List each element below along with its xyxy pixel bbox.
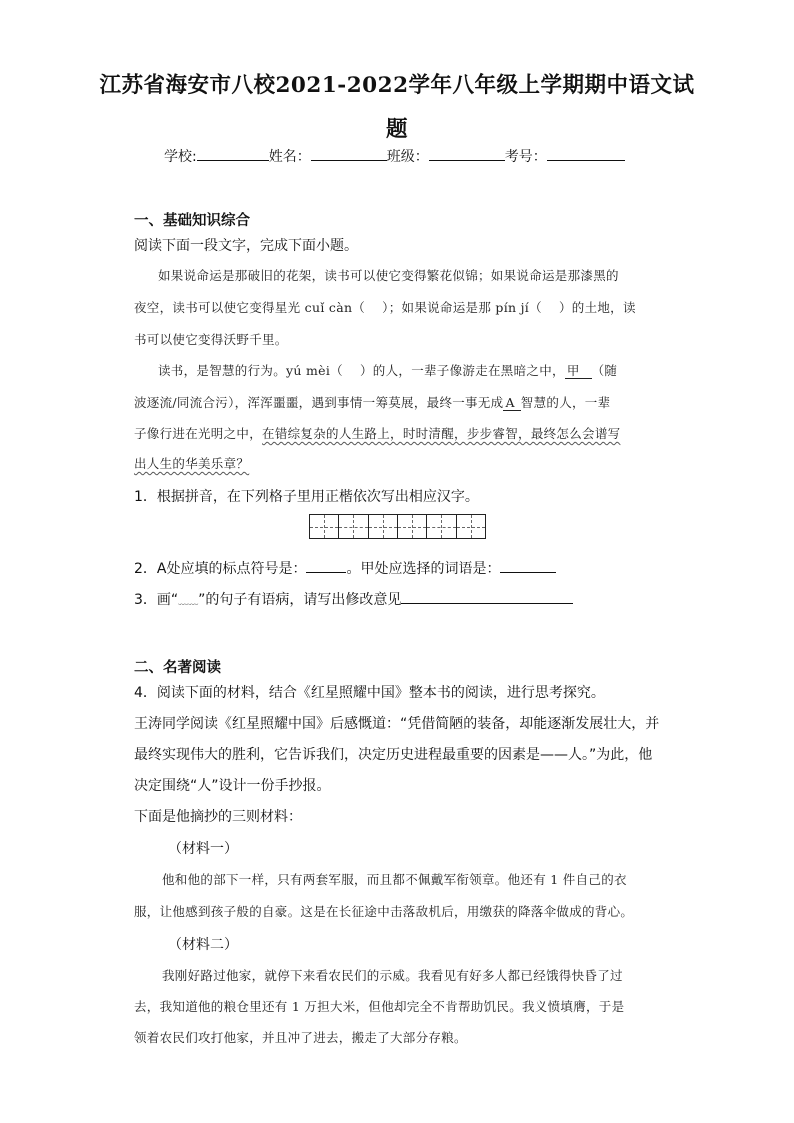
exam-no-label: 考号： [504,149,547,165]
section-heading-classics: 二、名著阅读 [134,660,221,676]
wavy-underlined-sentence: 在错综复杂的人生路上，时时清醒，步步睿智，最终怎么会谱写 [262,426,621,441]
wavy-underlined-sentence: 出人生的华美乐章？ [134,456,250,471]
question-1: 1．根据拼音，在下列格子里用正楷依次写出相应汉字。 [134,489,479,505]
material-2-text: 领着农民们攻打他家，并且冲了进去，搬走了大部分存粮。 [134,1030,467,1045]
blank-jia: 甲 [565,363,592,379]
passage-text: 智慧的人，一辈 [520,395,611,410]
student-info-line [164,146,625,166]
passage-text: 子像行进在光明之中， [134,426,263,441]
page-title-continued: 题 [385,117,408,142]
question-text: ”的句子有语病，请写出修改意见 [198,592,402,608]
passage-line: 如果说命运是那破旧的花架，读书可以使它变得繁花似锦；如果说命运是那漆黑的 [158,268,619,283]
passage-line [134,393,610,411]
class-label: 班级： [386,149,429,165]
grid-cell[interactable] [457,515,485,538]
question-4: 4．阅读下面的材料，结合《红星照耀中国》整本书的阅读，进行思考探究。 [134,685,605,701]
passage-text: （随 [591,363,618,378]
name-label: 姓名： [268,149,311,165]
passage-line [134,424,620,442]
question-text: 3．画“ [134,592,179,608]
passage-line [158,361,617,379]
material-2-text: 去，我知道他的粮仓里还有 1 万担大米，但他却完全不肯帮助饥民。我义愤填膺，于是 [134,999,625,1014]
passage-line [134,454,249,472]
material-intro-line: 最终实现伟大的胜利，它告诉我们，决定历史进程最重要的因素是——人。”为此，他 [134,747,653,763]
name-blank[interactable] [311,146,387,161]
passage-text: 读书，是智慧的行为。yú mèi（ ）的人，一辈子像游走在黑暗之中， [158,363,565,378]
material-intro-line: 决定围绕“人”设计一份手抄报。 [134,778,331,794]
wavy-mark-sample: ﹏﹏ [178,596,199,607]
grid-cell[interactable] [310,515,339,538]
school-blank[interactable] [197,146,269,161]
question-2 [134,558,556,578]
school-label: 学校: [164,149,197,165]
class-blank[interactable] [429,146,505,161]
tianzige-writing-grid[interactable] [309,514,486,539]
grid-cell[interactable] [339,515,368,538]
material-1-label: （材料一） [168,841,238,857]
question-text: 2．A处应填的标点符号是： [134,561,307,577]
answer-blank[interactable] [401,589,573,604]
material-intro-line: 下面是他摘抄的三则材料： [134,809,302,825]
passage-line: 书可以使它变得沃野千里。 [134,332,288,347]
answer-blank[interactable] [306,558,346,573]
question-3 [134,589,573,609]
material-intro-line: 王涛同学阅读《红星照耀中国》后感慨道：“凭借简陋的装备，却能逐渐发展壮大，并 [134,716,660,732]
grid-cell[interactable] [398,515,427,538]
material-1-text: 服，让他感到孩子般的自豪。这是在长征途中击落敌机后，用缴获的降落伞做成的背心。 [134,904,634,919]
blank-A: A [503,395,520,411]
grid-cell[interactable] [427,515,456,538]
passage-text: 波逐流/同流合污），浑浑噩噩，遇到事情一筹莫展，最终一事无成 [134,395,504,410]
exam-no-blank[interactable] [547,146,625,161]
page-title: 江苏省海安市八校2021-2022学年八年级上学期期中语文试 [99,73,695,98]
grid-cell[interactable] [369,515,398,538]
section-intro: 阅读下面一段文字，完成下面小题。 [134,238,358,254]
question-text: 。甲处应选择的词语是： [346,561,501,577]
material-2-text: 我刚好路过他家，就停下来看农民们的示威。我看见有好多人都已经饿得快昏了过 [162,968,623,983]
passage-line: 夜空，读书可以使它变得星光 cuǐ càn（ ）；如果说命运是那 pín jí（ ）的土地，读 [134,300,636,315]
answer-blank[interactable] [500,558,556,573]
material-2-label: （材料二） [168,937,238,953]
section-heading-basics: 一、基础知识综合 [134,213,250,229]
material-1-text: 他和他的部下一样，只有两套军服，而且都不佩戴军衔领章。他还有 1 件自己的衣 [162,872,627,887]
